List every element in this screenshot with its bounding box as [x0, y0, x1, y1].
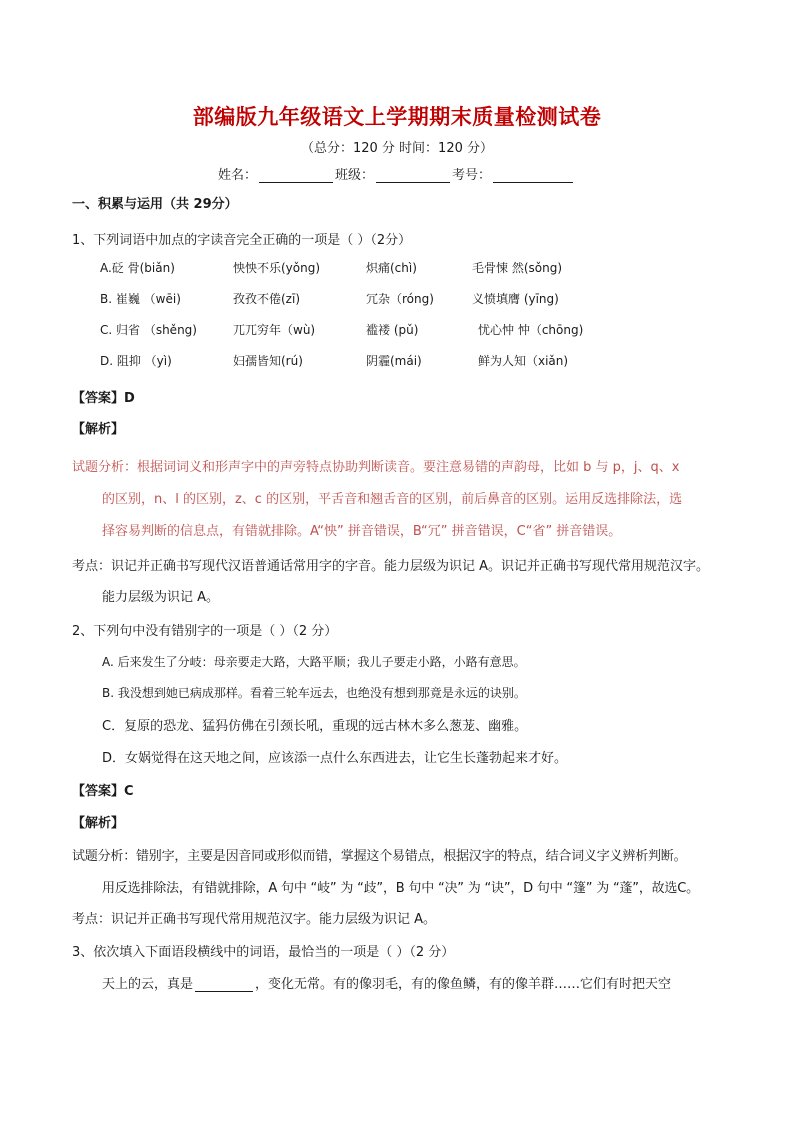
name-label: 姓名： — [218, 168, 258, 183]
q1-point-line-2: 能力层级为识记 A。 — [102, 590, 220, 605]
q2-analysis-line-2: 用反选排除法，有错就排除，A 句中 “岐” 为 “歧”，B 句中 “决” 为 “诀”，D 句中 “篷” 为 “蓬”，故选C。 — [102, 881, 699, 896]
q1-option-d-2: 妇孺皆知(rú) — [233, 354, 303, 368]
q3-fill-blank[interactable] — [195, 977, 253, 992]
q1-analysis-line-2: 的区别，n、l 的区别，z、c 的区别，平舌音和翘舌音的区别，前后鼻音的区别。运用反选排除法，选 — [102, 492, 683, 507]
number-blank[interactable] — [493, 168, 573, 183]
question-3-stem: 3、依次填入下面语段横线中的词语，最恰当的一项是（ ）（2 分） — [72, 945, 455, 960]
q1-option-b-1: B. 崔巍 （wēi) — [100, 292, 181, 306]
page-title: 部编版九年级语文上学期期末质量检测试卷 — [192, 104, 602, 129]
q2-analysis-line-1: 试题分析：错别字，主要是因音同或形似而错，掌握这个易错点，根据汉字的特点，结合词义字义辨析判断。 — [72, 849, 687, 864]
q2-analysis-label: 【解析】 — [72, 816, 125, 831]
q1-option-c-2: 兀兀穷年（wù) — [233, 323, 316, 337]
question-1-stem: 1、下列词语中加点的字读音完全正确的一项是（ ）（2分） — [72, 233, 412, 248]
question-2-stem: 2、下列句中没有错别字的一项是（ ）（2 分） — [72, 624, 338, 639]
q1-option-a-3: 炽痛(chì) — [366, 261, 417, 275]
q3-passage-before: 天上的云，真是 — [102, 977, 194, 992]
q2-option-c: C．复原的恐龙、猛犸仿佛在引颈长吼，重现的远古林木多么葱茏、幽雅。 — [102, 719, 528, 734]
q1-analysis-label: 【解析】 — [72, 422, 125, 437]
q1-option-a-1: A.砭 骨(biǎn) — [100, 261, 175, 275]
q1-option-c-4: 忧心忡 忡（chōng) — [478, 323, 584, 337]
q1-option-a-2: 怏怏不乐(yǒng) — [233, 261, 321, 275]
student-info-line — [218, 164, 575, 183]
q2-option-a: A. 后来发生了分岐：母亲要走大路，大路平顺；我儿子要走小路，小路有意思。 — [102, 655, 526, 669]
q3-passage-line — [102, 973, 671, 992]
class-blank[interactable] — [376, 168, 450, 183]
q1-option-a-4: 毛骨悚 然(sǒng) — [472, 261, 562, 275]
class-label: 班级： — [335, 168, 375, 183]
q2-option-b: B. 我没想到她已病成那样。看着三轮车远去，也绝没有想到那竟是永远的诀别。 — [102, 686, 526, 700]
q1-analysis-line-3: 择容易判断的信息点，有错就排除。A“怏” 拼音错误，B“冗” 拼音错误，C“省” 拼音错误。 — [102, 524, 622, 539]
q1-point-line-1: 考点：识记并正确书写现代汉语普通话常用字的字音。能力层级为识记 A。识记并正确书写现代常用规范汉字。 — [72, 559, 710, 574]
section-heading: 一、积累与运用（共 29分） — [72, 197, 238, 212]
name-blank[interactable] — [259, 168, 333, 183]
q2-answer: 【答案】C — [72, 784, 134, 799]
q1-option-b-2: 孜孜不倦(zī) — [233, 292, 300, 306]
q1-option-b-3: 冗杂（róng) — [366, 292, 434, 306]
q1-option-d-3: 阴霾(mái) — [366, 354, 422, 368]
q2-point: 考点：识记并正确书写现代常用规范汉字。能力层级为识记 A。 — [72, 912, 437, 927]
q1-option-b-4: 义愤填膺 (yīng) — [472, 292, 559, 306]
q1-option-c-1: C. 归省 （shěng) — [100, 323, 197, 337]
exam-subtitle: （总分：120 分 时间：120 分） — [300, 141, 494, 156]
q1-option-d-1: D. 阻抑 （yì) — [100, 354, 172, 368]
number-label: 考号： — [452, 168, 492, 183]
q1-analysis-line-1: 试题分析：根据词词义和形声字中的声旁特点协助判断读音。要注意易错的声韵母，比如 b 与 p，j、q、x — [72, 460, 680, 475]
q1-option-c-3: 褴褛 (pǔ) — [366, 323, 419, 337]
q1-answer: 【答案】D — [72, 391, 135, 406]
q1-option-d-4: 鲜为人知（xiǎn) — [478, 354, 569, 368]
q3-passage-after: ，变化无常。有的像羽毛，有的像鱼鳞，有的像羊群……它们有时把天空 — [255, 977, 672, 992]
q2-option-d: D．女娲觉得在这天地之间，应该添一点什么东西进去，让它生长蓬勃起来才好。 — [102, 751, 568, 766]
